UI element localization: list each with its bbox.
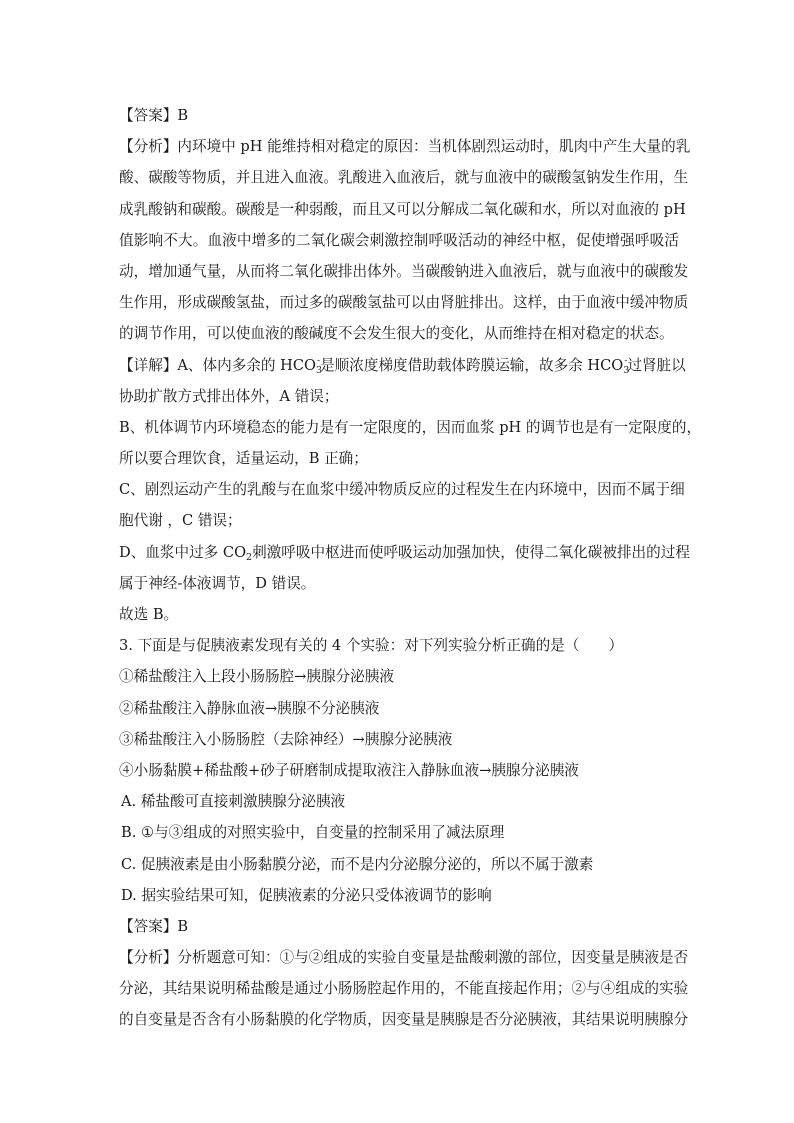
question-item: ③稀盐酸注入小肠肠腔（去除神经）→胰腺分泌胰液 bbox=[119, 730, 453, 748]
option-d: D. 据实验结果可知，促胰液素的分泌只受体液调节的影响 bbox=[121, 886, 492, 904]
detail-line-a1 bbox=[119, 350, 686, 381]
subscript: 2 bbox=[246, 551, 253, 563]
detail-text: 【详解】A、体内多余的 HCO bbox=[119, 356, 316, 374]
analysis-line: 动，增加通气量，从而将二氧化碳排出体外。当碳酸钠进入血液后，就与血液中的碳酸发 bbox=[119, 262, 689, 280]
superscript-minus: - bbox=[317, 355, 321, 366]
analysis-line: 【分析】分析题意可知：①与②组成的实验自变量是盐酸刺激的部位，因变量是胰液是否 bbox=[119, 949, 689, 967]
analysis-line: 的调节作用，可以使血液的酸碱度不会发生很大的变化，从而维持在相对稳定的状态。 bbox=[119, 325, 674, 343]
option-c: C. 促胰液素是由小肠黏膜分泌，而不是内分泌腺分泌的，所以不属于激素 bbox=[121, 855, 594, 873]
detail-text: 过肾脏以 bbox=[627, 356, 686, 374]
option-b: B. ①与③组成的对照实验中，自变量的控制采用了减法原理 bbox=[121, 824, 505, 842]
option-a: A. 稀盐酸可直接刺激胰腺分泌胰液 bbox=[121, 793, 346, 811]
detail-line: B、机体调节内环境稳态的能力是有一定限度的，因而血浆 pH 的调节也是有一定限度的， bbox=[119, 418, 702, 436]
detail-line: 所以要合理饮食，适量运动，B 正确； bbox=[119, 450, 368, 468]
analysis-line: 的自变量是否含有小肠黏膜的化学物质，因变量是胰腺是否分泌胰液，其结果说明胰腺分 bbox=[119, 1011, 689, 1029]
analysis-line: 成乳酸钠和碳酸。碳酸是一种弱酸，而且又可以分解成二氧化碳和水，所以对血液的 pH bbox=[119, 200, 686, 218]
analysis-line: 【分析】内环境中 pH 能维持相对稳定的原因：当机体剧烈运动时，肌肉中产生大量的乳 bbox=[119, 138, 691, 156]
analysis-line: 分泌，其结果说明稀盐酸是通过小肠肠腔起作用的，不能直接起作用；②与④组成的实验 bbox=[119, 980, 689, 998]
analysis-line: 生作用，形成碳酸氢盐，而过多的碳酸氢盐可以由肾脏排出。这样，由于血液中缓冲物质 bbox=[119, 294, 689, 312]
subscript: 3 bbox=[315, 364, 323, 376]
analysis-line: 酸、碳酸等物质，并且进入血液。乳酸进入血液后，就与血液中的碳酸氢钠发生作用，生 bbox=[119, 169, 689, 187]
detail-line: 协助扩散方式排出体外，A 错误； bbox=[119, 387, 339, 405]
superscript-minus: - bbox=[624, 355, 628, 366]
detail-text: D、血浆中过多 CO bbox=[119, 543, 247, 561]
page-content bbox=[119, 100, 702, 1036]
subscript: 3 bbox=[623, 364, 630, 376]
question-item: ②稀盐酸注入静脉血液→胰腺不分泌胰液 bbox=[119, 699, 380, 717]
detail-line: 胞代谢 ，C 错误； bbox=[119, 512, 242, 530]
conclusion-line: 故选 B。 bbox=[119, 606, 179, 623]
answer-line: 【答案】B bbox=[119, 917, 189, 935]
analysis-line: 值影响不大。血液中增多的二氧化碳会刺激控制呼吸活动的神经中枢，促使增强呼吸活 bbox=[119, 231, 679, 249]
question-item: ④小肠黏膜+稀盐酸+砂子研磨制成提取液注入静脉血液→胰腺分泌胰液 bbox=[119, 761, 579, 779]
question-item: ①稀盐酸注入上段小肠肠腔→胰腺分泌胰液 bbox=[119, 668, 394, 686]
detail-line-d1 bbox=[119, 537, 690, 568]
question-stem: 3. 下面是与促胰液素发现有关的 4 个实验：对下列实验分析正确的是（ ） bbox=[119, 637, 624, 655]
detail-line: 属于神经-体液调节，D 错误。 bbox=[119, 574, 316, 592]
detail-text: 刺激呼吸中枢进而使呼吸运动加强加快，使得二氧化碳被排出的过程 bbox=[252, 543, 690, 561]
detail-text: 是顺浓度梯度借助载体跨膜运输，故多余 HCO bbox=[320, 356, 624, 374]
detail-line: C、剧烈运动产生的乳酸与在血浆中缓冲物质反应的过程发生在内环境中，因而不属于细 bbox=[119, 481, 685, 499]
answer-line: 【答案】B bbox=[119, 107, 189, 124]
